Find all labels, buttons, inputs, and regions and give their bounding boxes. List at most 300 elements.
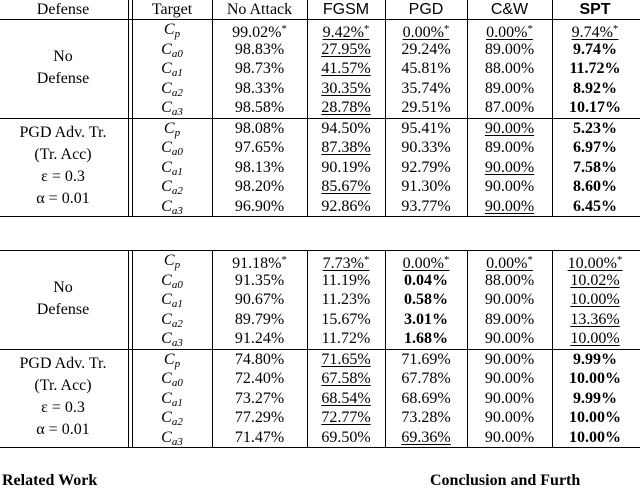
spt-cell — [552, 119, 638, 138]
column-divider — [212, 0, 213, 19]
target-subscript: p — [174, 126, 181, 139]
column-divider — [307, 19, 308, 216]
cw-cell — [467, 158, 552, 177]
spt-cell — [552, 177, 638, 196]
fgsm-cell-value: 7.73%* — [322, 254, 370, 272]
defense-label-line: No — [53, 47, 73, 65]
no-attack-cell — [212, 79, 307, 98]
target-subscript: a1 — [171, 396, 183, 409]
pgd-cell — [385, 271, 467, 290]
fgsm-cell-value: 72.77% — [321, 409, 371, 426]
target-subscript: a2 — [171, 86, 183, 99]
spt-cell-value: 10.00% — [570, 291, 620, 308]
target-subscript: a3 — [171, 106, 183, 118]
asterisk-mark: * — [443, 23, 450, 35]
cw-cell — [467, 40, 552, 59]
no-attack-cell — [212, 350, 307, 369]
fgsm-cell-value: 85.67% — [321, 178, 371, 195]
cw-cell-value: 90.00% — [484, 428, 535, 446]
target-cell: $C_{a0}$ — [161, 370, 183, 389]
defense-label — [0, 277, 126, 321]
header-cw: C&W — [490, 1, 529, 18]
defense-label-line: α = 0.01 — [36, 421, 90, 439]
spt-cell — [552, 40, 638, 59]
fgsm-cell-value: 15.67% — [321, 310, 371, 328]
table-row — [0, 98, 640, 117]
fgsm-cell — [307, 271, 385, 290]
pgd-cell-value: 71.69% — [401, 350, 451, 368]
spt-cell — [552, 197, 638, 216]
asterisk-mark: * — [612, 23, 619, 35]
cw-cell — [467, 177, 552, 196]
cw-cell — [467, 428, 552, 447]
defense-label-line: (Tr. Acc) — [34, 377, 92, 395]
no-attack-cell-value: 98.13% — [234, 158, 285, 176]
pgd-cell — [385, 329, 467, 348]
rule-line — [0, 216, 640, 217]
no-attack-cell — [212, 251, 307, 270]
no-attack-cell — [212, 310, 307, 329]
fgsm-cell — [307, 329, 385, 348]
fgsm-cell — [307, 350, 385, 369]
no-attack-cell-value: 72.40% — [234, 370, 285, 387]
no-attack-cell — [212, 271, 307, 290]
fgsm-cell — [307, 369, 385, 388]
column-divider — [385, 250, 386, 447]
column-divider — [132, 250, 133, 447]
defense-label-line: No — [53, 278, 73, 296]
fgsm-cell-value: 68.54% — [321, 389, 371, 407]
spt-cell-value: 5.23% — [573, 119, 617, 137]
no-attack-cell — [212, 40, 307, 59]
target-subscript: a1 — [171, 298, 183, 310]
cw-cell-value: 90.00% — [484, 350, 535, 368]
spt-cell-value: 10.00%* — [567, 254, 623, 272]
header-fgsm: FGSM — [322, 1, 370, 18]
pgd-cell-value: 67.78% — [401, 370, 451, 387]
defense-label-line: PGD Adv. Tr. — [19, 355, 107, 373]
spt-cell — [552, 389, 638, 408]
spt-cell-value: 10.00% — [570, 330, 620, 347]
target-subscript: a0 — [171, 278, 183, 291]
cw-cell — [467, 79, 552, 98]
target-subscript: p — [174, 357, 181, 370]
spt-cell-value: 8.60% — [573, 178, 617, 195]
no-attack-cell-value: 89.79% — [234, 310, 285, 328]
target-subscript: p — [174, 28, 181, 40]
pgd-cell-value: 92.79% — [401, 158, 451, 176]
no-attack-cell-value: 98.33% — [234, 79, 285, 97]
no-attack-cell-value: 98.73% — [234, 60, 285, 77]
heading-conclusion: Conclusion and Furth — [430, 472, 581, 489]
rule-line — [0, 447, 640, 448]
spt-cell — [552, 158, 638, 177]
header-spt: SPT — [579, 1, 611, 18]
pgd-cell — [385, 40, 467, 59]
pgd-cell-value: 1.68% — [404, 330, 448, 347]
spt-cell-value: 9.74% — [573, 40, 617, 58]
pgd-cell — [385, 310, 467, 329]
defense-label — [0, 353, 126, 441]
no-attack-cell — [212, 158, 307, 177]
asterisk-mark: * — [281, 254, 287, 266]
pgd-cell-value: 3.01% — [404, 310, 448, 328]
spt-cell-value: 8.92% — [573, 79, 617, 97]
no-attack-cell-value: 98.20% — [234, 178, 285, 195]
pgd-cell — [385, 350, 467, 369]
pgd-cell — [385, 369, 467, 388]
fgsm-cell — [307, 428, 385, 447]
spt-cell — [552, 310, 638, 329]
spt-cell — [552, 428, 638, 447]
cw-cell-value: 89.00% — [484, 40, 535, 58]
spt-cell-value: 10.17% — [569, 99, 621, 116]
cw-cell-value: 90.00% — [484, 291, 535, 308]
target-cell: $C_{a3}$ — [161, 99, 183, 118]
cw-cell — [467, 59, 552, 78]
pgd-cell-value: 0.00%* — [402, 254, 450, 272]
pgd-cell — [385, 79, 467, 98]
pgd-cell-value: 69.36% — [401, 428, 451, 446]
spt-cell — [552, 59, 638, 78]
column-divider — [552, 19, 553, 216]
column-divider — [552, 250, 553, 447]
pgd-cell-value: 73.28% — [401, 409, 451, 426]
no-attack-cell — [212, 177, 307, 196]
fgsm-cell-value: 30.35% — [321, 79, 371, 97]
target-subscript: a3 — [171, 337, 183, 349]
defense-label-line: (Tr. Acc) — [34, 146, 92, 164]
no-attack-cell-value: 77.29% — [234, 409, 285, 426]
spt-cell — [552, 271, 638, 290]
no-attack-cell — [212, 138, 307, 157]
spt-cell-value: 6.45% — [573, 197, 617, 215]
cw-cell-value: 90.00% — [484, 389, 535, 407]
cw-cell — [467, 310, 552, 329]
spt-cell — [552, 98, 638, 117]
spt-cell-value: 7.58% — [573, 158, 617, 176]
cw-cell-value: 90.00% — [484, 370, 535, 387]
cw-cell-value: 90.00% — [484, 197, 535, 215]
fgsm-cell — [307, 389, 385, 408]
asterisk-mark: * — [527, 254, 533, 266]
cw-cell-value: 88.00% — [484, 60, 535, 77]
pgd-cell — [385, 408, 467, 427]
pgd-cell — [385, 389, 467, 408]
column-divider — [212, 19, 213, 216]
asterisk-mark: * — [443, 254, 450, 266]
asterisk-mark: * — [527, 23, 533, 35]
no-attack-cell-value: 73.27% — [234, 389, 285, 407]
fgsm-cell-value: 90.19% — [321, 158, 371, 176]
pgd-cell-value: 29.51% — [401, 99, 451, 116]
fgsm-cell-value: 87.38% — [321, 139, 371, 156]
cw-cell — [467, 119, 552, 138]
no-attack-cell-value: 90.67% — [234, 291, 285, 308]
no-attack-cell-value: 91.18%* — [232, 254, 287, 272]
cw-cell — [467, 350, 552, 369]
no-attack-cell — [212, 59, 307, 78]
no-attack-cell — [212, 119, 307, 138]
cw-cell — [467, 98, 552, 117]
no-attack-cell-value: 99.02%* — [232, 23, 287, 41]
pgd-cell-value: 68.69% — [401, 389, 451, 407]
cw-cell-value: 88.00% — [484, 271, 535, 289]
column-divider — [552, 0, 553, 19]
cw-cell-value: 90.00% — [484, 330, 535, 347]
table-row — [0, 20, 640, 39]
spt-cell — [552, 350, 638, 369]
no-attack-cell — [212, 329, 307, 348]
table-row — [0, 329, 640, 348]
cw-cell-value: 90.00% — [484, 409, 535, 426]
fgsm-cell — [307, 59, 385, 78]
pgd-cell-value: 45.81% — [401, 60, 451, 77]
defense-label-line: Defense — [36, 300, 90, 318]
target-cell: $C_{a1}$ — [161, 291, 183, 310]
column-divider — [132, 0, 133, 19]
target-cell: $C_{a3}$ — [161, 330, 183, 349]
pgd-cell-value: 29.24% — [401, 40, 451, 58]
fgsm-cell-value: 28.78% — [321, 99, 371, 116]
no-attack-cell — [212, 408, 307, 427]
no-attack-cell-value: 97.65% — [234, 139, 285, 156]
cw-cell-value: 90.00% — [484, 178, 535, 195]
target-subscript: a2 — [171, 416, 183, 428]
column-divider — [128, 250, 129, 447]
target-cell: $C_p$ — [163, 350, 181, 370]
target-cell: $C_{a0}$ — [161, 40, 183, 60]
pgd-cell — [385, 138, 467, 157]
cw-cell-value: 89.00% — [484, 310, 535, 328]
target-subscript: p — [174, 259, 181, 271]
target-subscript: a2 — [171, 185, 183, 197]
column-divider — [307, 250, 308, 447]
fgsm-cell — [307, 79, 385, 98]
spt-cell-value: 10.00% — [569, 370, 621, 387]
fgsm-cell — [307, 20, 385, 39]
fgsm-cell-value: 11.72% — [321, 330, 371, 347]
no-attack-cell — [212, 290, 307, 309]
no-attack-cell — [212, 428, 307, 447]
column-divider — [385, 19, 386, 216]
asterisk-mark: * — [363, 23, 370, 35]
column-divider — [307, 0, 308, 19]
cw-cell-value: 0.00%* — [486, 23, 533, 41]
target-cell: $C_{a0}$ — [161, 139, 183, 158]
pgd-cell — [385, 177, 467, 196]
target-subscript: a0 — [171, 47, 183, 60]
column-divider — [212, 250, 213, 447]
fgsm-cell-value: 71.65% — [321, 350, 371, 368]
cw-cell — [467, 329, 552, 348]
spt-cell-value: 13.36% — [570, 310, 620, 328]
fgsm-cell-value: 11.19% — [321, 271, 371, 289]
spt-cell — [552, 20, 638, 39]
spt-cell — [552, 290, 638, 309]
pgd-cell — [385, 20, 467, 39]
pgd-cell-value: 91.30% — [401, 178, 451, 195]
defense-label-line: PGD Adv. Tr. — [19, 124, 107, 142]
cw-cell — [467, 20, 552, 39]
defense-label — [0, 122, 126, 210]
target-subscript: a0 — [171, 377, 183, 389]
spt-cell — [552, 329, 638, 348]
column-divider — [132, 19, 133, 216]
cw-cell — [467, 290, 552, 309]
cw-cell — [467, 369, 552, 388]
column-divider — [128, 0, 129, 19]
cw-cell — [467, 138, 552, 157]
pgd-cell — [385, 428, 467, 447]
column-divider — [467, 0, 468, 19]
target-subscript: a3 — [171, 204, 183, 217]
defense-label-line: ε = 0.3 — [41, 168, 85, 186]
no-attack-cell — [212, 369, 307, 388]
header-defense: Defense — [36, 1, 90, 18]
cw-cell — [467, 197, 552, 216]
asterisk-mark: * — [281, 23, 287, 35]
fgsm-cell-value: 67.58% — [321, 370, 371, 387]
target-cell: $C_{a3}$ — [161, 428, 183, 448]
spt-cell — [552, 408, 638, 427]
target-subscript: a1 — [171, 67, 183, 79]
target-cell: $C_p$ — [163, 252, 181, 271]
fgsm-cell-value: 11.23% — [321, 291, 371, 308]
heading-related-work: Related Work — [2, 472, 98, 489]
fgsm-cell-value: 69.50% — [321, 428, 371, 446]
pgd-cell — [385, 59, 467, 78]
spt-cell-value: 10.00% — [569, 428, 621, 446]
fgsm-cell — [307, 290, 385, 309]
fgsm-cell-value: 27.95% — [321, 40, 371, 58]
column-divider — [385, 0, 386, 19]
pgd-cell — [385, 98, 467, 117]
pgd-cell — [385, 158, 467, 177]
cw-cell-value: 90.00% — [484, 158, 535, 176]
no-attack-cell-value: 91.24% — [234, 330, 285, 347]
target-cell: $C_{a1}$ — [161, 60, 183, 79]
spt-cell — [552, 251, 638, 270]
pgd-cell — [385, 251, 467, 270]
spt-cell — [552, 369, 638, 388]
no-attack-cell-value: 98.83% — [234, 40, 285, 58]
table-row — [0, 251, 640, 270]
cw-cell — [467, 389, 552, 408]
target-subscript: a2 — [171, 317, 183, 330]
no-attack-cell — [212, 20, 307, 39]
target-cell: $C_{a2}$ — [161, 79, 183, 99]
target-cell: $C_{a2}$ — [161, 409, 183, 428]
spt-cell-value: 9.99% — [573, 389, 617, 407]
cw-cell — [467, 408, 552, 427]
pgd-cell-value: 90.33% — [401, 139, 451, 156]
target-cell: $C_p$ — [163, 119, 181, 139]
no-attack-cell — [212, 197, 307, 216]
pgd-cell-value: 0.00%* — [402, 23, 450, 41]
spt-cell-value: 6.97% — [573, 139, 617, 156]
defense-label — [0, 46, 126, 90]
spt-cell-value: 11.72% — [569, 60, 621, 77]
cw-cell — [467, 271, 552, 290]
fgsm-cell — [307, 98, 385, 117]
header-no-attack: No Attack — [226, 1, 293, 18]
target-cell: $C_{a1}$ — [161, 389, 183, 409]
fgsm-cell — [307, 40, 385, 59]
fgsm-cell — [307, 138, 385, 157]
spt-cell-value: 10.02% — [570, 271, 620, 289]
spt-cell-value: 10.00% — [569, 409, 621, 426]
fgsm-cell-value: 9.42%* — [322, 23, 370, 41]
pgd-cell-value: 95.41% — [401, 119, 451, 137]
no-attack-cell-value: 98.58% — [234, 99, 285, 116]
defense-label-line: ε = 0.3 — [41, 399, 85, 417]
asterisk-mark: * — [363, 254, 370, 266]
column-divider — [467, 250, 468, 447]
no-attack-cell-value: 74.80% — [234, 350, 285, 368]
spt-cell — [552, 138, 638, 157]
cw-cell — [467, 251, 552, 270]
spt-cell-value: 9.99% — [573, 350, 617, 368]
pgd-cell — [385, 119, 467, 138]
defense-label-line: Defense — [36, 69, 90, 87]
no-attack-cell — [212, 389, 307, 408]
cw-cell-value: 87.00% — [484, 99, 535, 116]
target-cell: $C_{a3}$ — [161, 197, 183, 217]
no-attack-cell-value: 96.90% — [234, 197, 285, 215]
no-attack-cell-value: 98.08% — [234, 119, 285, 137]
fgsm-cell — [307, 119, 385, 138]
pgd-cell-value: 0.04% — [404, 271, 448, 289]
pgd-cell-value: 35.74% — [401, 79, 451, 97]
no-attack-cell-value: 71.47% — [234, 428, 285, 446]
cw-cell-value: 89.00% — [484, 79, 535, 97]
target-cell: $C_p$ — [163, 21, 181, 40]
header-pgd: PGD — [408, 1, 444, 18]
header-target: Target — [151, 1, 193, 18]
cw-cell-value: 89.00% — [484, 139, 535, 156]
column-divider — [467, 19, 468, 216]
target-cell: $C_{a2}$ — [161, 310, 183, 330]
target-subscript: a0 — [171, 146, 183, 158]
no-attack-cell — [212, 98, 307, 117]
target-cell: $C_{a1}$ — [161, 158, 183, 178]
target-cell: $C_{a0}$ — [161, 271, 183, 291]
asterisk-mark: * — [616, 254, 623, 266]
fgsm-cell — [307, 310, 385, 329]
spt-cell — [552, 79, 638, 98]
fgsm-cell-value: 92.86% — [321, 197, 371, 215]
pgd-cell-value: 0.58% — [404, 291, 448, 308]
target-subscript: a1 — [171, 165, 183, 178]
defense-label-line: α = 0.01 — [36, 190, 90, 208]
pgd-cell-value: 93.77% — [401, 197, 451, 215]
fgsm-cell — [307, 251, 385, 270]
no-attack-cell-value: 91.35% — [234, 271, 285, 289]
fgsm-cell-value: 41.57% — [321, 60, 371, 77]
fgsm-cell — [307, 158, 385, 177]
fgsm-cell — [307, 197, 385, 216]
target-subscript: a3 — [171, 435, 183, 448]
spt-cell-value: 9.74%* — [571, 23, 619, 41]
cw-cell-value: 90.00% — [484, 119, 535, 137]
column-divider — [128, 19, 129, 216]
fgsm-cell-value: 94.50% — [321, 119, 371, 137]
fgsm-cell — [307, 177, 385, 196]
cw-cell-value: 0.00%* — [486, 254, 533, 272]
pgd-cell — [385, 197, 467, 216]
pgd-cell — [385, 290, 467, 309]
